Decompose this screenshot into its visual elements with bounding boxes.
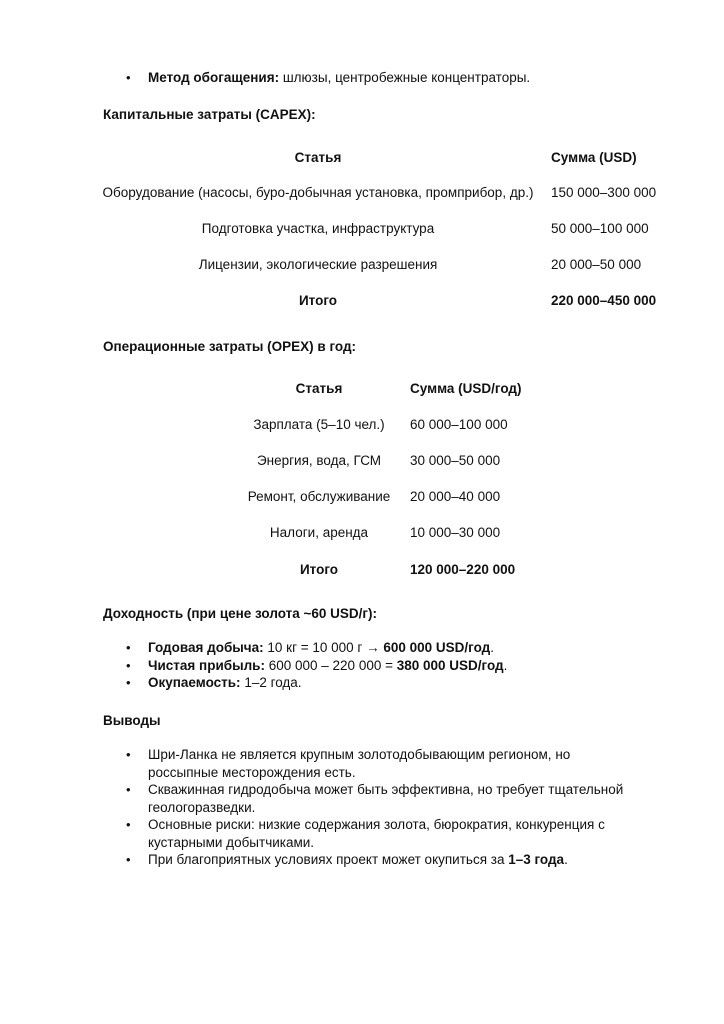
opex-row-item: Энергия, вода, ГСМ (256, 453, 382, 468)
method-list (126, 69, 626, 87)
capex-total-amount: 220 000–450 000 (551, 293, 657, 308)
capex-row-amount: 150 000–300 000 (551, 185, 657, 200)
opex-header-amount: Сумма (USD/год) (410, 381, 522, 396)
opex-total-row (0, 561, 724, 579)
conclusions-list (126, 746, 626, 869)
conclusion-text: Скважинная гидродобыча может быть эффективна, но требует тщательной геологоразведки. (148, 782, 624, 815)
capex-row-item: Подготовка участка, инфраструктура (201, 221, 435, 236)
profit-item-text: 1–2 года. (240, 675, 302, 690)
profit-item-label: Годовая добыча: (148, 640, 264, 655)
profit-item-text: 10 кг = 10 000 г → (263, 640, 384, 655)
profit-item-label: Окупаемость: (148, 675, 241, 690)
opex-total-amount: 120 000–220 000 (410, 562, 516, 577)
list-item (126, 816, 626, 851)
capex-total-item: Итого (298, 293, 338, 308)
opex-total-item: Итого (299, 562, 339, 577)
conclusion-strong: 1–3 года (508, 852, 565, 867)
list-item (126, 851, 626, 869)
list-item (126, 657, 626, 675)
opex-row-item: Ремонт, обслуживание (247, 489, 391, 504)
capex-header-item: Статья (294, 150, 342, 165)
list-item (126, 674, 626, 692)
list-item (126, 69, 626, 87)
method-text: шлюзы, центробежные концентраторы. (279, 70, 531, 85)
capex-row-item: Оборудование (насосы, буро-добычная установка, промприбор, др.) (102, 185, 534, 200)
capex-row-item: Лицензии, экологические разрешения (198, 257, 438, 272)
list-item (126, 781, 626, 816)
profit-item-text: 600 000 – 220 000 = (264, 657, 397, 673)
opex-row-item: Зарплата (5–10 чел.) (253, 417, 385, 432)
profit-item-tail: . (503, 657, 508, 673)
profit-item-label: Чистая прибыль: (148, 657, 265, 673)
conclusion-text: Основные риски: низкие содержания золота, бюрократия, конкуренция с кустарными добытчиками. (148, 817, 605, 850)
opex-header-item: Статья (295, 381, 343, 396)
opex-row-item: Налоги, аренда (269, 525, 369, 540)
conclusion-tail: . (564, 852, 568, 867)
conclusion-text: Шри-Ланка не является крупным золотодобывающим регионом, но россыпные месторождения есть. (148, 747, 571, 780)
capex-row-amount: 20 000–50 000 (551, 257, 642, 272)
table-row (0, 220, 724, 238)
opex-row-amount: 30 000–50 000 (410, 453, 501, 468)
opex-header-row (0, 380, 724, 398)
profit-list (126, 639, 626, 692)
table-row (0, 256, 724, 274)
table-row (0, 416, 724, 434)
capex-header-row (0, 149, 724, 167)
table-row (0, 452, 724, 470)
profit-heading: Доходность (при цене золота ~60 USD/г): (103, 606, 378, 621)
conclusions-heading: Выводы (103, 713, 161, 728)
opex-heading: Операционные затраты (OPEX) в год: (103, 339, 357, 354)
method-label: Метод обогащения: (148, 70, 280, 85)
table-row (0, 524, 724, 542)
profit-item-tail: . (490, 640, 495, 655)
capex-total-row (0, 292, 724, 310)
profit-item-strong: 600 000 USD/год (383, 640, 491, 655)
profit-item-strong: 380 000 USD/год (396, 657, 504, 673)
opex-row-amount: 60 000–100 000 (410, 417, 508, 432)
opex-row-amount: 10 000–30 000 (410, 525, 501, 540)
opex-row-amount: 20 000–40 000 (410, 489, 501, 504)
list-item (126, 639, 626, 657)
capex-row-amount: 50 000–100 000 (551, 221, 649, 236)
list-item (126, 746, 626, 781)
table-row (0, 184, 724, 202)
capex-heading: Капитальные затраты (CAPEX): (103, 107, 316, 122)
table-row (0, 488, 724, 506)
capex-header-amount: Сумма (USD) (551, 150, 637, 165)
conclusion-text: При благоприятных условиях проект может окупиться за (148, 852, 509, 867)
